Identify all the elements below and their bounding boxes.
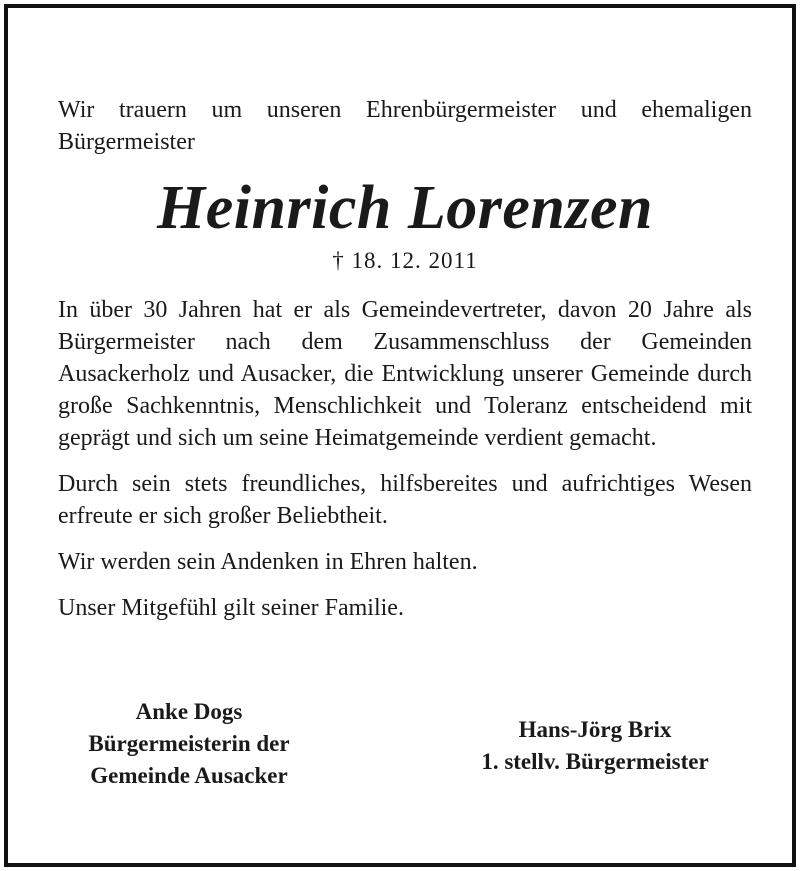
tribute-paragraph: In über 30 Jahren hat er als Gemeindevertreter, davon 20 Jahre als Bürgermeister nach dem Zusammenschluss der Gemeinden Ausackerholz und Ausacker, die Entwicklung unserer Gemeinde durch große Sachkenntnis, Menschlichkeit und Toleranz entscheidend mit geprägt und sich um seine Heimatgemeinde verdient gemacht.	[58, 297, 752, 451]
signatory-title: Gemeinde Ausacker	[90, 763, 288, 788]
signature-right	[438, 714, 752, 778]
condolence-line: Unser Mitgefühl gilt seiner Familie.	[58, 595, 404, 621]
remembrance-line: Wir werden sein Andenken in Ehren halten.	[58, 549, 478, 575]
signatory-title: Bürgermeisterin der	[88, 731, 290, 756]
intro-text: Wir trauern um unseren Ehrenbürgermeister und ehemaligen Bürgermeister	[58, 97, 752, 155]
signatory-title: 1. stellv. Bürgermeister	[481, 749, 709, 774]
notice-body	[58, 94, 752, 624]
signatory-name: Hans-Jörg Brix	[518, 717, 672, 742]
obituary-notice	[4, 4, 796, 867]
death-date: † 18. 12. 2011	[332, 248, 478, 273]
signature-left	[58, 696, 320, 792]
deceased-name: Heinrich Lorenzen	[157, 174, 653, 242]
signatory-name: Anke Dogs	[135, 699, 243, 724]
character-paragraph: Durch sein stets freundliches, hilfsbereites und aufrichtiges Wesen erfreute er sich großer Beliebtheit.	[58, 471, 752, 529]
